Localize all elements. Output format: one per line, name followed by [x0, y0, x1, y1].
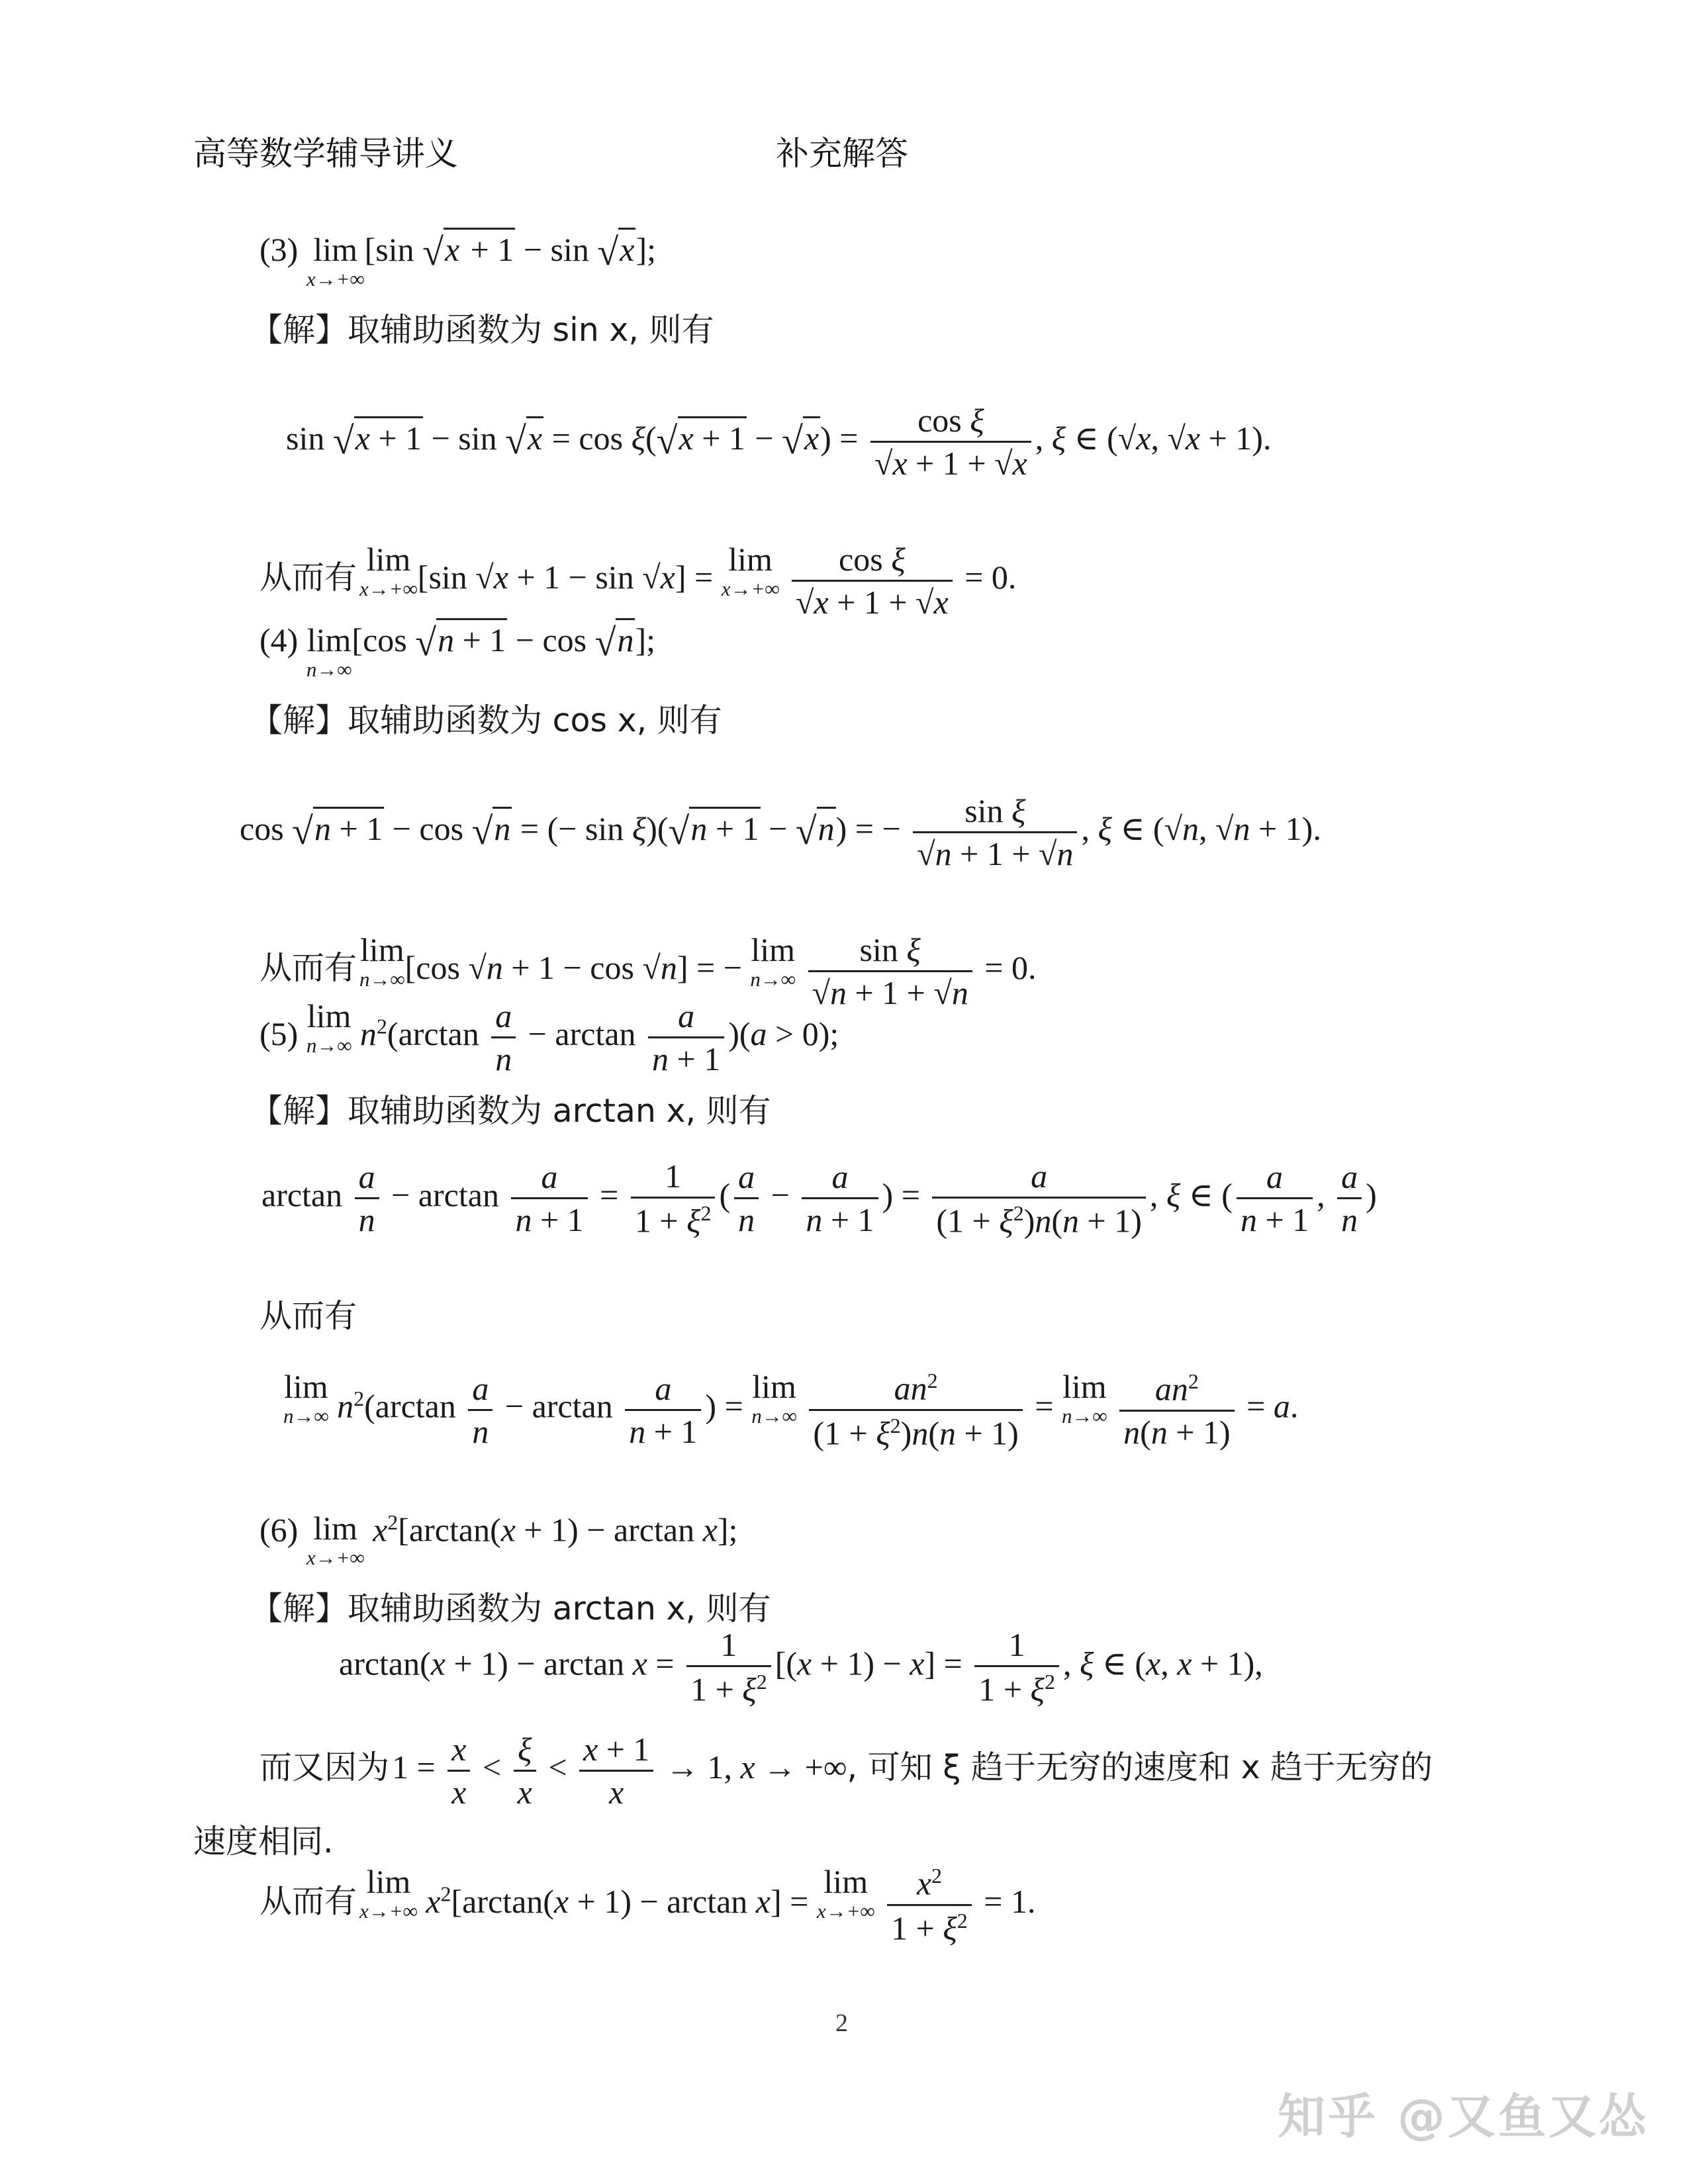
remark-lead: 而又因为 — [259, 1748, 390, 1786]
problem-6-statement: (6) lim x→+∞ $x^2[\arctan(x + 1) - \arctan x]$; — [259, 1510, 738, 1569]
problem-6-solution-line — [250, 1583, 771, 1629]
problem-3-derivation: sin √x + 1 − sin √x = cos ξ(√x + 1 − √x) = $\frac{\text{cos ξ}}{√x + 1 + √x}$ , ξ ∈ (√x, √x + 1). — [286, 402, 1272, 482]
aux-function-text: 取辅助函数为 arctan x, 则有 — [348, 1092, 771, 1130]
problem-number: (4) — [259, 621, 299, 659]
solution-label: 【解】 — [250, 1590, 348, 1627]
problem-3-conclusion: 从而有 lim x→+∞ [sin √x + 1 − sin √x] = lim x→+∞ $\frac{\text{cos ξ}}{√x + 1 + √x}$ = 0. — [259, 541, 1017, 621]
remark-middle: , 可知 ξ 趋于无穷的速度和 x 趋于无穷的 — [847, 1748, 1433, 1786]
problem-4-conclusion: 从而有 lim n→∞ [cos √n + 1 − cos √n] = − lim n→∞ $\frac{\text{sin ξ}}{√n + 1 + √n}$ = 0. — [259, 931, 1037, 1011]
problem-5-derivation: arctan $\frac{a}{n}$ − arctan $\frac{a}{n + 1}$ = $\frac{1}{1 + \xi^2}$ ( $\frac{a}{n}$ − $\frac{a}{n + 1}$ ) = $\frac{a}{(1 + \xi^2)n(n + 1)}$ , ξ ∈ ( $\frac{a}{n + 1}$ , $\frac{a}{n}$ ) — [261, 1158, 1377, 1240]
problem-6-remark-end: 速度相同. — [193, 1823, 334, 1860]
conclusion-label: 从而有 — [259, 948, 357, 987]
problem-6-derivation: arctan(x + 1) − arctan x = $\frac{1}{1 + \xi^2}$ [(x + 1) − x] = $\frac{1}{1 + \xi^2}$ , ξ ∈ (x, x + 1), — [339, 1626, 1263, 1708]
problem-3-solution-line — [250, 304, 714, 351]
problem-4-solution-line — [250, 695, 722, 741]
problem-number: (3) — [259, 231, 299, 268]
problem-5-statement: (5) lim n→∞ $n^2(\arctan$ $\frac{a}{n}$ − arctan $\frac{a}{n + 1}$ )(a > 0); — [259, 997, 839, 1077]
conclusion-label: 从而有 — [259, 558, 357, 596]
aux-function-text: 取辅助函数为 sin x, 则有 — [348, 311, 714, 349]
header-title: 高等数学辅导讲义 — [193, 134, 458, 173]
conclusion-label: 从而有 — [259, 1882, 357, 1921]
solution-label: 【解】 — [250, 1092, 348, 1130]
problem-6-conclusion: 从而有 lim x→+∞ $x^2[\arctan(x + 1) - \arctan x] = \lim$ x→+∞ $\frac{x^2}{1 + \xi^2}$ = 1. — [259, 1863, 1036, 1947]
problem-number: (6) — [259, 1511, 299, 1549]
problem-4-statement: (4) lim n→∞ [cos √n + 1 − cos √n]; — [259, 623, 655, 680]
header-section: 补充解答 — [776, 134, 908, 173]
problem-6-remark: 而又因为 1 = $\frac{x}{x}$ < $\frac{\xi}{x}$ < $\frac{x + 1}{x}$ → 1, x → +∞, 可知 ξ 趋于无穷的速度和 x 趋于无穷的 — [259, 1731, 1433, 1811]
problem-number: (5) — [259, 1015, 299, 1052]
aux-function-text: 取辅助函数为 cos x, 则有 — [348, 702, 722, 739]
problem-3-statement: (3) lim x→+∞ [sin √x + 1 − sin √x]; — [259, 233, 656, 289]
problem-5-conclusion-label: 从而有 — [259, 1297, 357, 1335]
watermark: 知乎 @又鱼又怂 — [1278, 2089, 1650, 2144]
solution-label: 【解】 — [250, 311, 348, 349]
problem-5-solution-line — [250, 1085, 771, 1132]
problem-5-conclusion: lim n→∞ $n^2(\arctan$ $\frac{a}{n}$ − arctan $\frac{a}{n + 1}$ ) = lim n→∞ $\frac{an^2}{(1 + \xi^2)n(n + 1)}$ = lim n→∞ $\frac{an^2}{n(n + 1)}$ = a. — [283, 1368, 1299, 1452]
problem-4-derivation: cos √n + 1 − cos √n = (− sin ξ)(√n + 1 − √n) = − $\frac{\text{sin ξ}}{√n + 1 + √n}$ , ξ ∈ (√n, √n + 1). — [240, 792, 1321, 872]
aux-function-text: 取辅助函数为 arctan x, 则有 — [348, 1590, 771, 1627]
solution-label: 【解】 — [250, 702, 348, 739]
page-number: 2 — [835, 2009, 848, 2037]
